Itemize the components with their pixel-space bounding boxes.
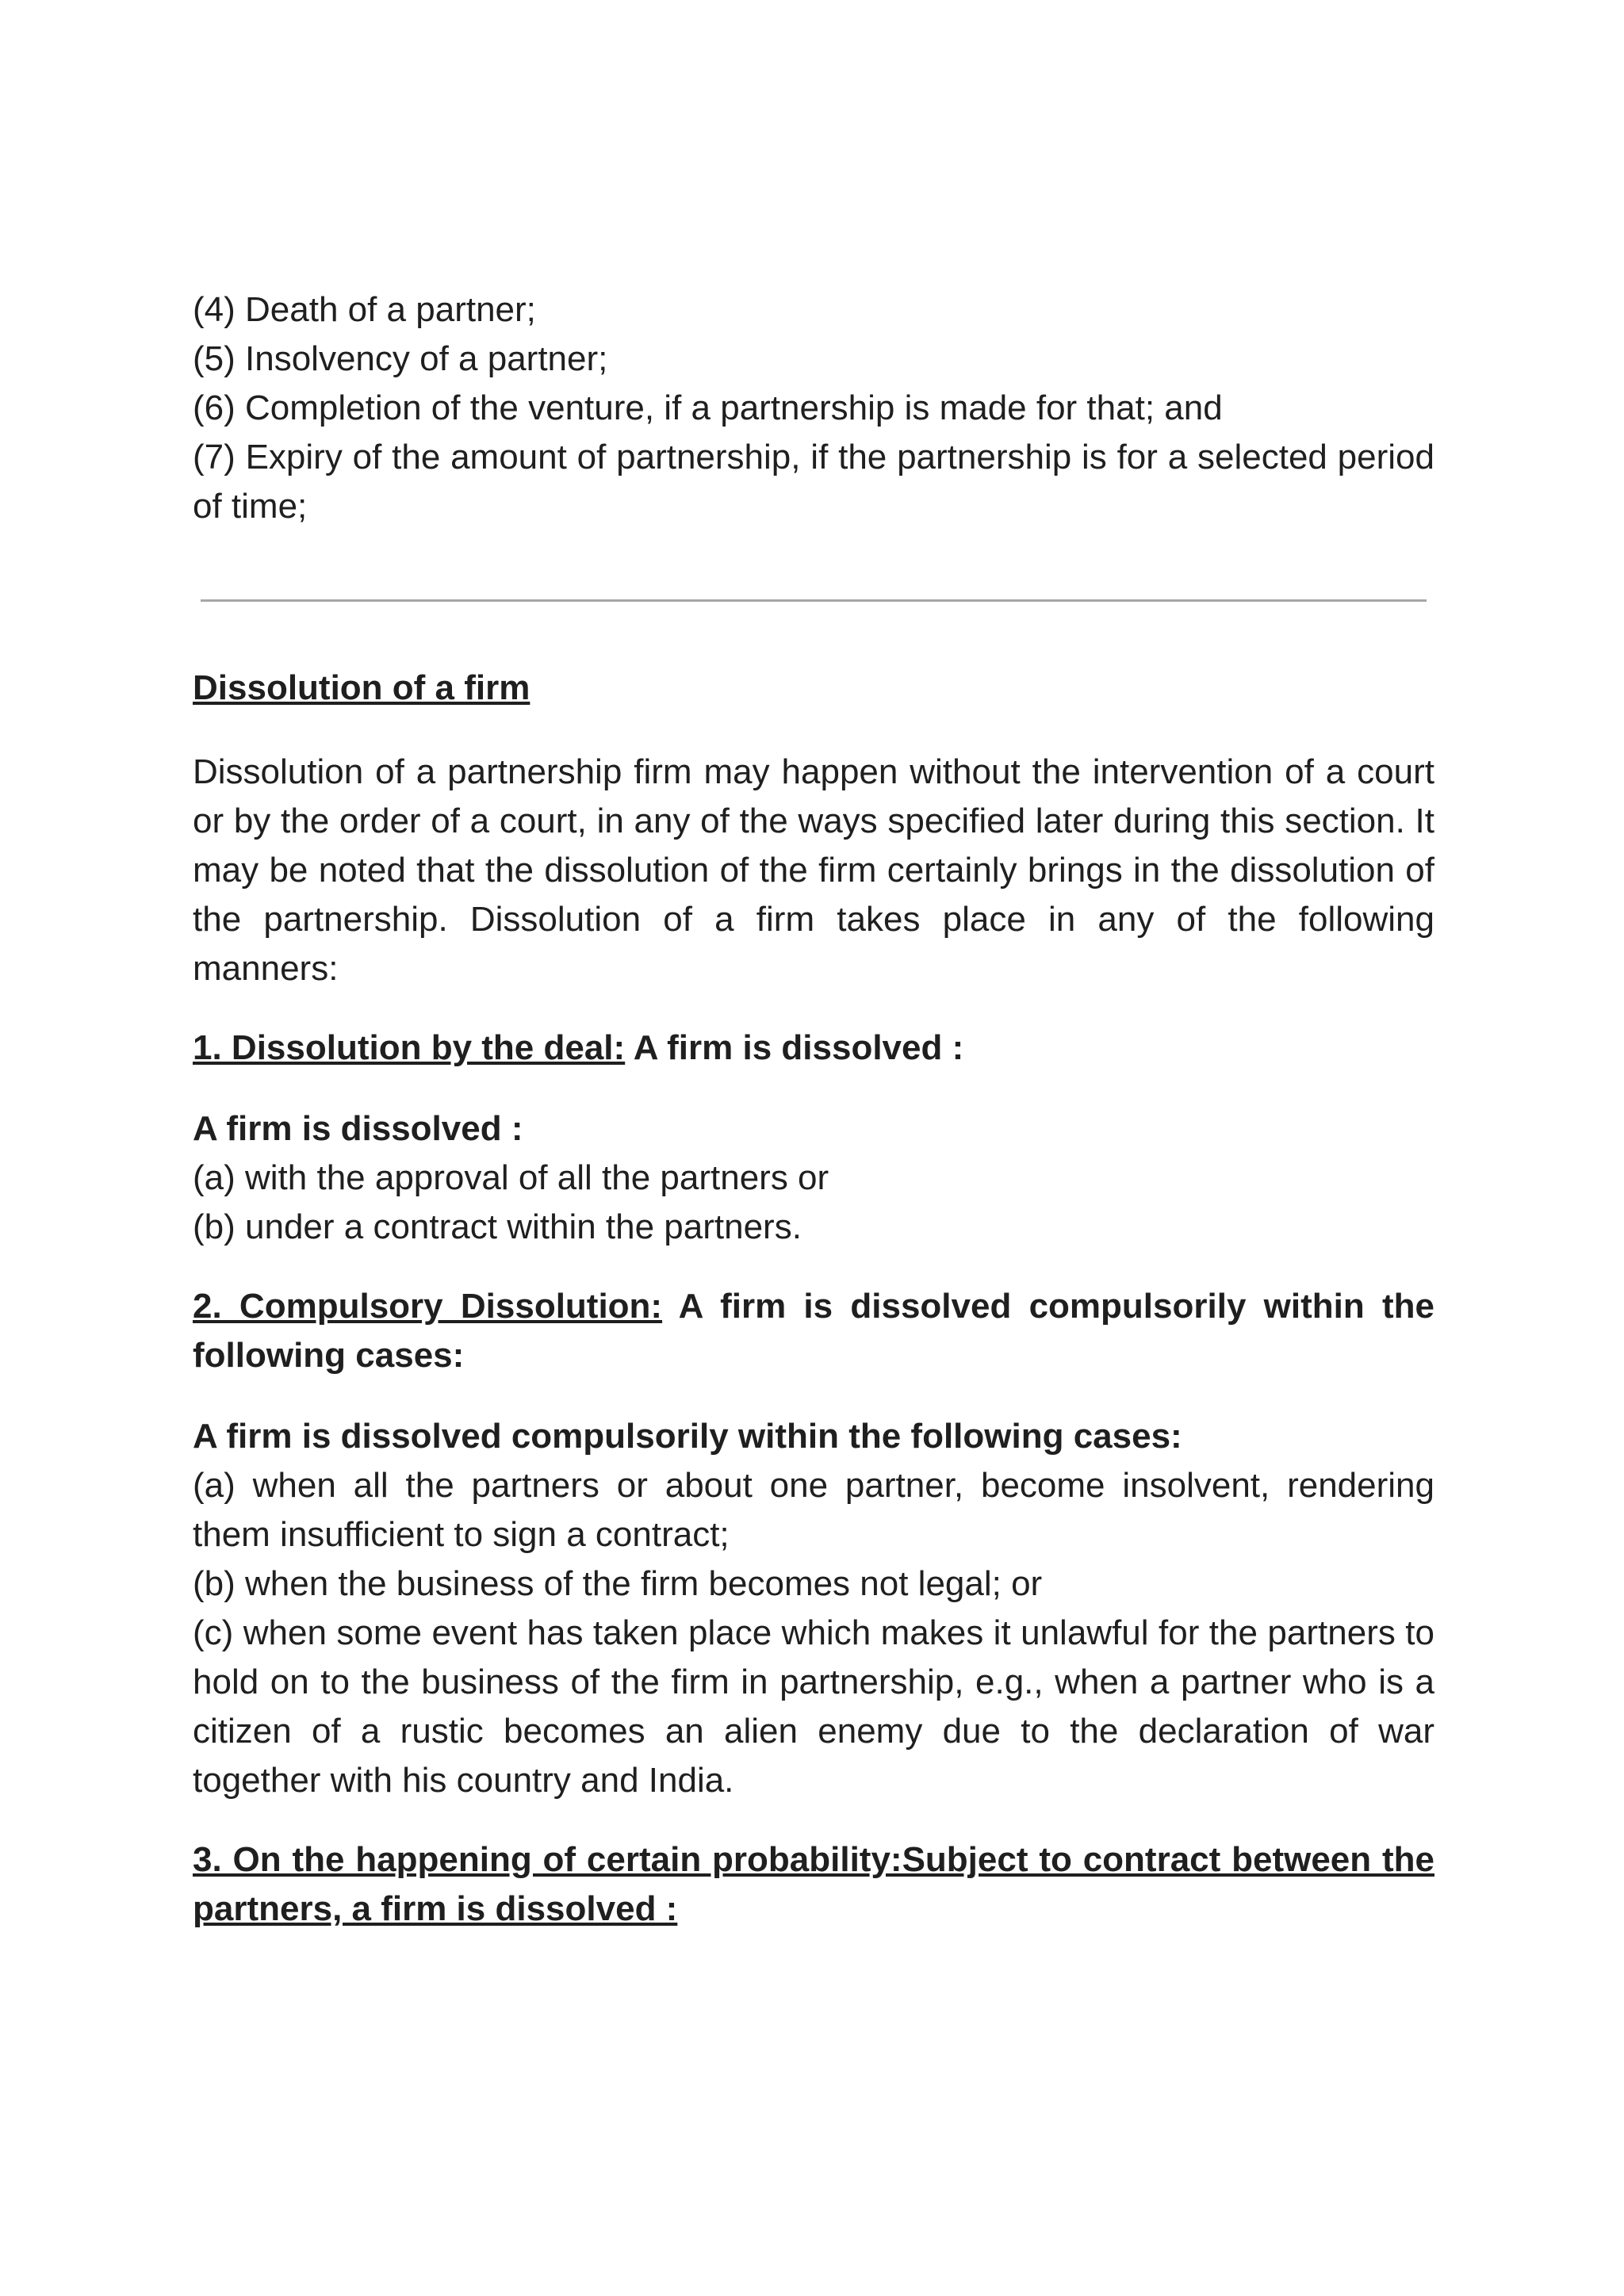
- item-1-block: [193, 1104, 1434, 1252]
- list-item: (c) when some event has taken place which makes it unlawful for the partners to hold on to the business of the firm in partnership, e.g., when a partner who is a citizen of a rustic becomes an alien enemy due to the declaration of war together with his country and India.: [193, 1613, 1434, 1800]
- item-2-label-rest: A firm is dissolved compulsorily within the following cases:: [193, 1287, 1434, 1375]
- item-2-subheading: A firm is dissolved compulsorily within the following cases:: [193, 1417, 1182, 1456]
- list-item: (5) Insolvency of a partner;: [193, 339, 608, 378]
- list-item: (6) Completion of the venture, if a partnership is made for that; and: [193, 388, 1223, 427]
- item-2-title: [193, 1282, 1434, 1380]
- section-heading: Dissolution of a firm: [193, 668, 530, 707]
- list-item: (a) when all the partners or about one partner, become insolvent, rendering them insufficient to sign a contract;: [193, 1466, 1434, 1554]
- item-1-subheading: A firm is dissolved :: [193, 1109, 523, 1148]
- continued-list: [193, 285, 1434, 531]
- list-item: (a) with the approval of all the partners or: [193, 1158, 829, 1197]
- list-item: (b) when the business of the firm becomes not legal; or: [193, 1564, 1043, 1603]
- horizontal-divider: [201, 599, 1427, 602]
- document-page: [193, 285, 1434, 1934]
- item-3-title: 3. On the happening of certain probability:Subject to contract between the partners, a firm is dissolved :: [193, 1840, 1434, 1928]
- item-1-label-rest: A firm is dissolved :: [625, 1028, 964, 1067]
- item-2-label: 2. Compulsory Dissolution:: [193, 1287, 663, 1326]
- item-1-label: 1. Dissolution by the deal:: [193, 1028, 626, 1067]
- list-item: (7) Expiry of the amount of partnership, if the partnership is for a selected period of time;: [193, 438, 1434, 526]
- list-item: (b) under a contract within the partners.: [193, 1207, 802, 1246]
- intro-paragraph: Dissolution of a partnership firm may happen without the intervention of a court or by the order of a court, in any of the ways specified later during this section. It may be noted that the dissolution of the firm certainly brings in the dissolution of the partnership. Dissolution of a firm takes place in any of the following manners:: [193, 752, 1434, 988]
- item-1-title: [193, 1024, 1434, 1073]
- list-item: (4) Death of a partner;: [193, 290, 536, 329]
- item-2-block: [193, 1412, 1434, 1805]
